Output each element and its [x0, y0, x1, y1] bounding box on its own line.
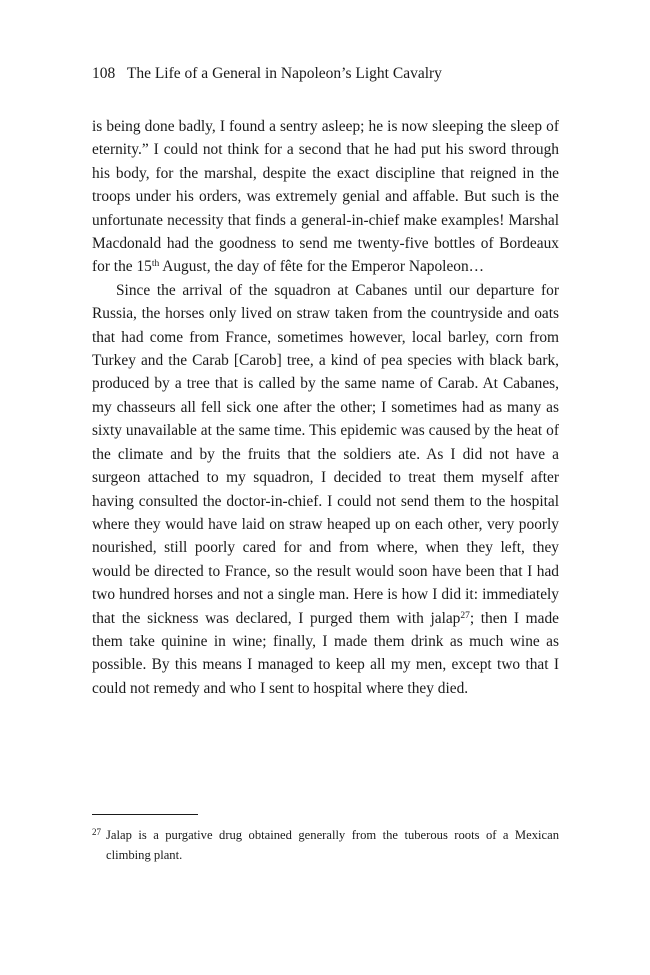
paragraph-1	[92, 115, 559, 279]
page-number: 108	[92, 65, 116, 82]
footnote-reference[interactable]: 27	[460, 610, 470, 621]
footnote-text: Jalap is a purgative drug obtained generally from the tuberous roots of a Mexican climbing plant.	[106, 828, 559, 862]
superscript-th: th	[151, 259, 160, 270]
running-head	[92, 64, 442, 84]
footnote	[92, 825, 559, 865]
footnote-rule	[92, 814, 198, 815]
paragraph-2-text: Since the arrival of the squadron at Cabanes until our departure for Russia, the horses only lived on straw taken from the countryside and oats that had come from France, sometimes however, local barley, corn from Turkey and the Carab [Carob] tree, a kind of pea species with black bark, produced by a tree that is called by the same name of Carab. At Cabanes, my chasseurs all fell sick one after the other; I sometimes had as many as sixty unavailable at the same time. This epidemic was caused by the heat of the climate and by the fruits that the soldiers ate. As I did not have a surgeon attached to my squadron, I decided to treat them myself after having consulted the doctor-in-chief. I could not send them to the hospital where they would have laid on straw heaped up on each other, very poorly nourished, still poorly cared for and from where, when they left, they would be directed to France, so the result would soon have been that I had two hundred horses and not a single man. Here is how I did it: immediately that the sickness was declared, I purged them with jalap	[92, 281, 559, 627]
paragraph-2	[92, 279, 559, 700]
paragraph-2-text-end: ; then I made them take quinine in wine; finally, I made them drink as much wine as possible. By this means I managed to keep all my men, except two that I could not remedy and who I sent to hospital where they died.	[92, 609, 559, 697]
running-title: The Life of a General in Napoleon’s Light Cavalry	[126, 65, 442, 82]
paragraph-1-text-end: August, the day of fête for the Emperor Napoleon…	[159, 258, 485, 276]
body-text	[92, 115, 559, 700]
paragraph-1-text: is being done badly, I found a sentry asleep; he is now sleeping the sleep of eternity.” I could not think for a second that he had put his sword through his body, for the marshal, despite the exact discipline that reigned in the troops under his orders, was extremely genial and affable. But such is the unfortunate necessity that finds a general-in-chief make examples! Marshal Macdonald had the goodness to send me twenty-five bottles of Bordeaux for the 15	[92, 118, 559, 276]
footnote-marker: 27	[92, 827, 101, 837]
